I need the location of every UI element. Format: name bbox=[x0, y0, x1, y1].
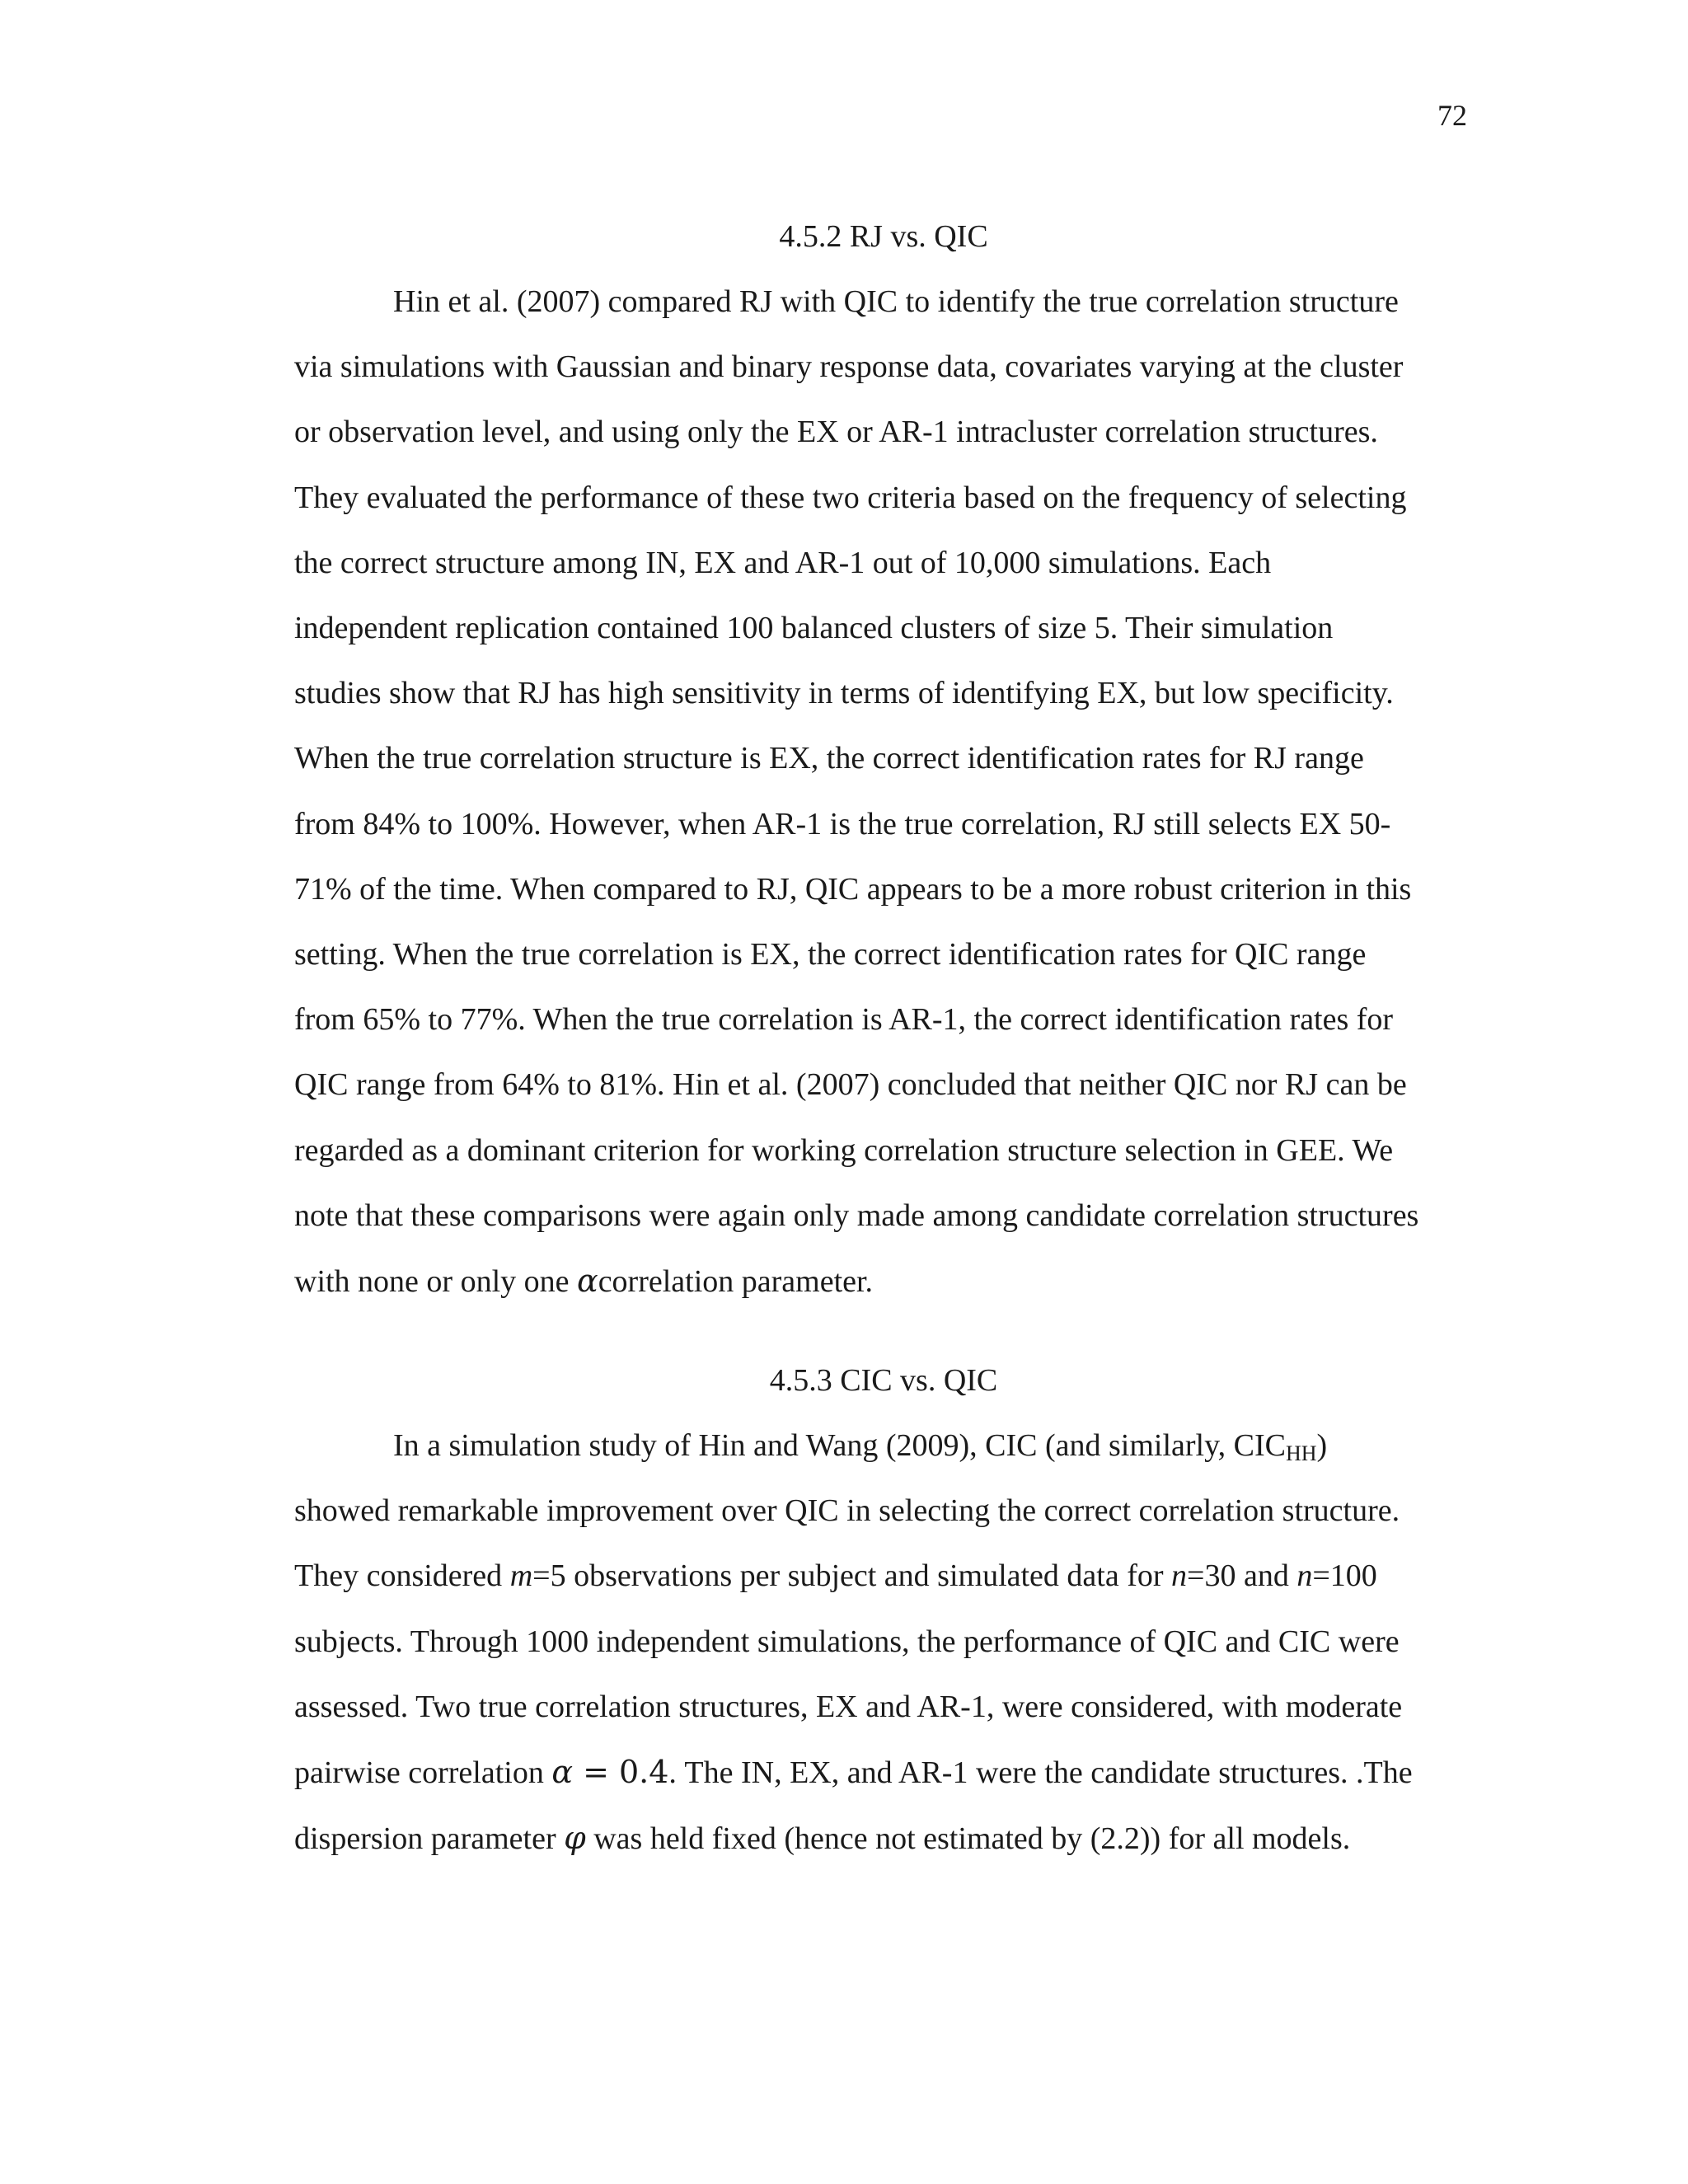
paragraph bbox=[294, 1413, 1473, 1872]
math-variable: n bbox=[1296, 1558, 1313, 1594]
text-fragment: ) bbox=[1316, 1428, 1328, 1463]
section-heading: 4.5.2 RJ vs. QIC bbox=[779, 219, 988, 254]
text-fragment: pairwise correlation bbox=[294, 1755, 552, 1791]
math-variable: n bbox=[1171, 1558, 1188, 1594]
text-line bbox=[294, 1413, 1473, 1479]
text-line: note that these comparisons were again only made among candidate correlation structures bbox=[294, 1197, 1419, 1233]
text-line: assessed. Two true correlation structures, EX and AR-1, were considered, with moderate bbox=[294, 1689, 1403, 1724]
text-fragment: =5 observations per subject and simulated data for bbox=[532, 1558, 1172, 1594]
alpha-symbol: α bbox=[551, 1754, 573, 1791]
text-line: studies show that RJ has high sensitivity in terms of identifying EX, but low specificity. bbox=[294, 676, 1394, 711]
text-fragment: They considered bbox=[294, 1558, 510, 1594]
text-fragment: In a simulation study of Hin and Wang (2009), CIC (and similarly, CIC bbox=[393, 1428, 1286, 1463]
section-4-5-3 bbox=[294, 1348, 1473, 1872]
text-line: regarded as a dominant criterion for working correlation structure selection in GEE. We bbox=[294, 1132, 1394, 1168]
text-line: from 84% to 100%. However, when AR-1 is the true correlation, RJ still selects EX 50- bbox=[294, 806, 1391, 841]
math-variable: m bbox=[509, 1558, 533, 1594]
paragraph bbox=[294, 269, 1473, 1315]
text-line: setting. When the true correlation is EX, the correct identification rates for QIC range bbox=[294, 937, 1367, 972]
equation-value: = 0.4 bbox=[572, 1754, 669, 1791]
subscript: HH bbox=[1285, 1441, 1317, 1465]
text-line bbox=[294, 1806, 1473, 1872]
text-fragment: =100 bbox=[1312, 1558, 1377, 1594]
text-line: They evaluated the performance of these two criteria based on the frequency of selecting bbox=[294, 480, 1407, 515]
text-fragment: dispersion parameter bbox=[294, 1821, 565, 1857]
text-fragment: correlation parameter. bbox=[598, 1264, 874, 1300]
text-line bbox=[294, 1544, 1473, 1609]
text-line bbox=[294, 1249, 1473, 1315]
text-line: via simulations with Gaussian and binary response data, covariates varying at the cluster bbox=[294, 349, 1404, 385]
text-fragment: with none or only one bbox=[294, 1264, 578, 1300]
text-line bbox=[294, 1740, 1473, 1806]
section-heading: 4.5.3 CIC vs. QIC bbox=[769, 1363, 998, 1398]
text-line: or observation level, and using only the EX or AR-1 intracluster correlation structures. bbox=[294, 415, 1378, 450]
text-line: When the true correlation structure is EX, the correct identification rates for RJ range bbox=[294, 741, 1364, 776]
phi-symbol: φ bbox=[564, 1820, 586, 1857]
text-line: subjects. Through 1000 independent simulations, the performance of QIC and CIC were bbox=[294, 1624, 1400, 1659]
text-fragment: was held fixed (hence not estimated by (2.2)) for all models. bbox=[585, 1821, 1351, 1857]
text-line: Hin et al. (2007) compared RJ with QIC to identify the true correlation structure bbox=[393, 284, 1399, 319]
text-line: the correct structure among IN, EX and AR-1 out of 10,000 simulations. Each bbox=[294, 545, 1272, 580]
text-fragment: =30 and bbox=[1187, 1558, 1297, 1594]
text-line: showed remarkable improvement over QIC in selecting the correct correlation structure. bbox=[294, 1493, 1400, 1529]
text-fragment: . The IN, EX, and AR-1 were the candidate structures. .The bbox=[668, 1755, 1413, 1791]
text-line: from 65% to 77%. When the true correlation is AR-1, the correct identification rates for bbox=[294, 1002, 1394, 1038]
section-4-5-2 bbox=[294, 204, 1473, 1315]
text-line: QIC range from 64% to 81%. Hin et al. (2007) concluded that neither QIC nor RJ can be bbox=[294, 1067, 1407, 1103]
page-number: 72 bbox=[1437, 99, 1467, 132]
alpha-symbol: α bbox=[577, 1263, 598, 1300]
text-line: 71% of the time. When compared to RJ, QIC appears to be a more robust criterion in this bbox=[294, 871, 1412, 907]
text-line: independent replication contained 100 balanced clusters of size 5. Their simulation bbox=[294, 611, 1334, 646]
